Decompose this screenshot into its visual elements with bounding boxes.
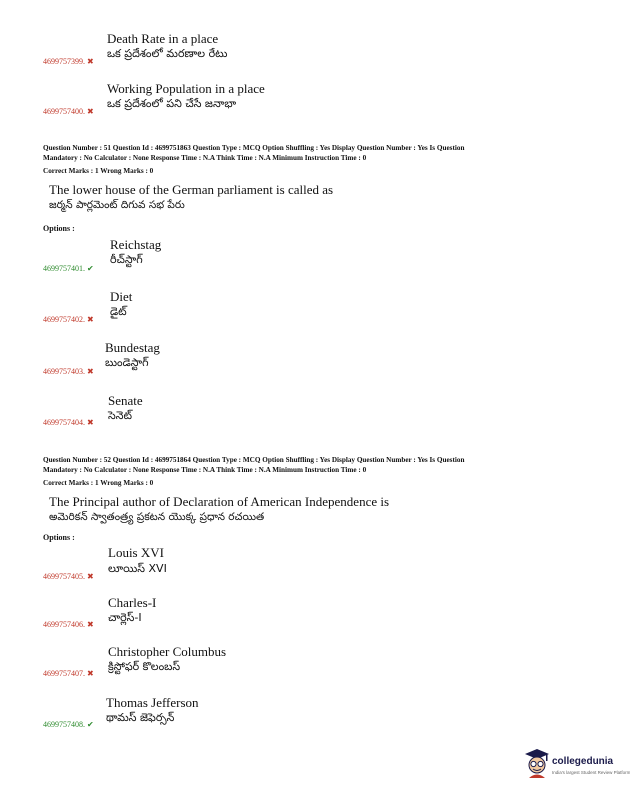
option-text-en: Reichstag: [110, 237, 162, 252]
question-text-te: జర్మన్ పార్లమెంట్ దిగువ సభ పేరు: [49, 199, 185, 211]
logo-name: collegedunia: [552, 756, 614, 767]
question-meta-line1: Question Number : 51 Question Id : 4699751863 Question Type : MCQ Option Shuffling : Yes Display Question Number : Yes Is Question: [43, 144, 465, 152]
question-text-te: అమెరికన్ స్వాతంత్ర్య ప్రకటన యొక్క ప్రధాన రచయిత: [49, 511, 265, 523]
wrong-icon: ✖: [87, 315, 94, 324]
option-id: [43, 107, 94, 117]
check-icon: ✔: [87, 264, 94, 273]
option-id-text: 4699757400.: [43, 107, 85, 116]
option-text-te: చార్లెస్-I: [108, 611, 142, 624]
option-text-en: Bundestag: [105, 340, 160, 355]
options-label: Options :: [43, 224, 75, 233]
option-text-en: Thomas Jefferson: [106, 695, 199, 710]
question-meta-line2: Mandatory : No Calculator : None Response Time : N.A Think Time : N.A Minimum Instruction Time : 0: [43, 154, 367, 162]
option-text-te: ఒక ప్రదేశంలో పని చేసే జనాభా: [107, 97, 237, 110]
option-id-text: 4699757401.: [43, 264, 85, 273]
option-text-en: Working Population in a place: [107, 81, 265, 96]
option-id-text: 4699757406.: [43, 620, 85, 629]
wrong-icon: ✖: [87, 107, 94, 116]
option-text-en: Senate: [108, 393, 143, 408]
wrong-icon: ✖: [87, 418, 94, 427]
wrong-icon: ✖: [87, 669, 94, 678]
option-text-te: ఒక ప్రదేశంలో మరణాల రేటు: [107, 47, 228, 60]
question-marks: Correct Marks : 1 Wrong Marks : 0: [43, 479, 154, 487]
option-id-text: 4699757399.: [43, 57, 85, 66]
logo-tagline: India's largest Student Review Platform: [552, 770, 630, 775]
option-id: [43, 620, 94, 630]
option-text-te: డైట్: [110, 305, 127, 318]
option-id: [43, 57, 94, 67]
option-text-te: థామస్ జెఫెర్సన్: [106, 711, 175, 724]
option-text-te: రీచ్‌స్టాగ్: [110, 253, 143, 266]
option-id: [43, 720, 94, 730]
option-text-en: Louis XVI: [108, 545, 164, 560]
option-id: [43, 418, 94, 428]
question-marks: Correct Marks : 1 Wrong Marks : 0: [43, 167, 154, 175]
question-meta-line1: Question Number : 52 Question Id : 4699751864 Question Type : MCQ Option Shuffling : Yes Display Question Number : Yes Is Question: [43, 456, 465, 464]
option-text-en: Christopher Columbus: [108, 644, 227, 659]
option-id-text: 4699757405.: [43, 572, 85, 581]
wrong-icon: ✖: [87, 572, 94, 581]
check-icon: ✔: [87, 720, 94, 729]
option-text-en: Charles-I: [108, 595, 157, 610]
option-id: [43, 669, 94, 679]
option-id: [43, 315, 94, 325]
wrong-icon: ✖: [87, 367, 94, 376]
option-id-text: 4699757404.: [43, 418, 85, 427]
wrong-icon: ✖: [87, 57, 94, 66]
wrong-icon: ✖: [87, 620, 94, 629]
option-text-te: సెనెట్: [108, 409, 132, 422]
option-id-text: 4699757402.: [43, 315, 85, 324]
collegedunia-logo: [520, 746, 630, 786]
option-id: [43, 367, 94, 377]
question-text-en: The Principal author of Declaration of American Independence is: [49, 494, 390, 509]
option-id-text: 4699757403.: [43, 367, 85, 376]
option-text-te: లూయిస్ XVI: [108, 562, 167, 575]
option-text-te: క్రిస్టోఫర్ కొలంబస్: [108, 660, 181, 673]
option-text-te: బుండెస్టాగ్: [105, 356, 149, 369]
options-label: Options :: [43, 533, 75, 542]
option-id-text: 4699757407.: [43, 669, 85, 678]
option-id: [43, 264, 94, 274]
option-id-text: 4699757408.: [43, 720, 85, 729]
mascot-icon: [524, 748, 550, 778]
option-text-en: Death Rate in a place: [107, 31, 219, 46]
question-text-en: The lower house of the German parliament is called as: [49, 182, 334, 197]
option-id: [43, 572, 94, 582]
option-text-en: Diet: [110, 289, 133, 304]
question-meta-line2: Mandatory : No Calculator : None Response Time : N.A Think Time : N.A Minimum Instruction Time : 0: [43, 466, 367, 474]
